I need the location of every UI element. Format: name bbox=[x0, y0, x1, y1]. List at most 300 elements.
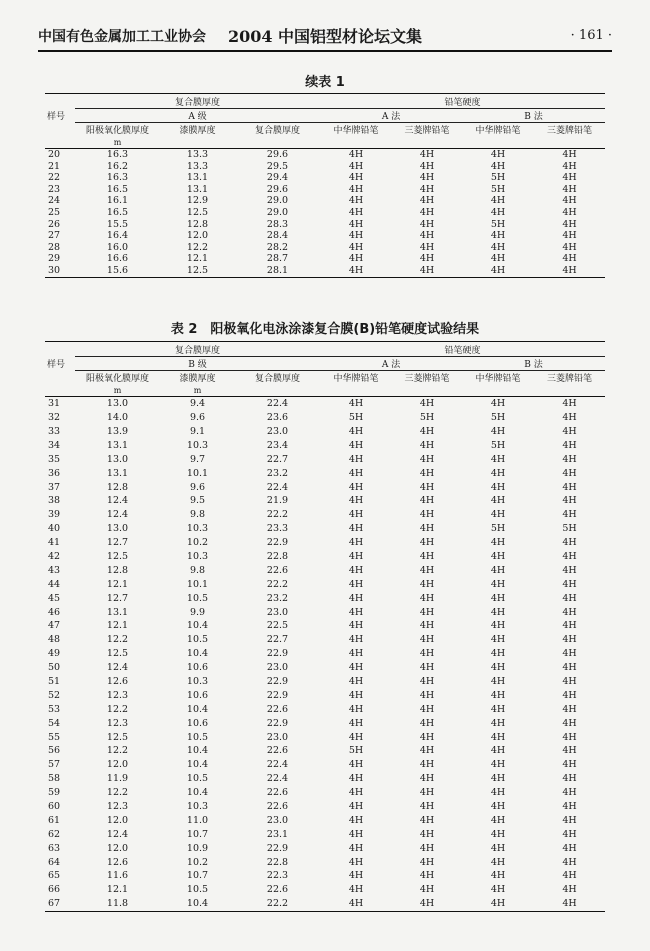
sample-id: 42 bbox=[48, 550, 61, 562]
b-mitsubishi-hardness: 4H bbox=[562, 172, 577, 184]
b-mitsubishi-hardness: 4H bbox=[562, 183, 577, 195]
a-mitsubishi-hardness: 4H bbox=[419, 253, 435, 265]
anodic-thickness: 16.3 bbox=[106, 172, 129, 184]
a-mitsubishi-hardness: 4H bbox=[419, 264, 435, 276]
a-zhonghua-hardness: 4H bbox=[348, 898, 364, 910]
sample-id: 57 bbox=[48, 759, 61, 771]
a-mitsubishi-hardness: 4H bbox=[419, 634, 435, 646]
table1-col-composite: 复合膜厚度 bbox=[255, 126, 301, 136]
sample-id: 21 bbox=[48, 160, 61, 172]
a-zhonghua-hardness: 4H bbox=[348, 253, 364, 265]
composite-thickness: 23.0 bbox=[266, 814, 289, 826]
a-mitsubishi-hardness: 4H bbox=[419, 453, 435, 465]
table2-col-b-zhonghua: 中华牌铅笔 bbox=[475, 374, 521, 384]
sample-id: 22 bbox=[48, 172, 61, 184]
a-mitsubishi-hardness: 4H bbox=[419, 884, 435, 896]
b-mitsubishi-hardness: 4H bbox=[562, 828, 577, 840]
table2-sample-header: 样号 bbox=[47, 359, 66, 370]
table2-col-anodic: 阳极氧化膜厚度 bbox=[85, 374, 149, 384]
a-zhonghua-hardness: 5H bbox=[348, 745, 364, 757]
anodic-thickness: 16.5 bbox=[106, 183, 129, 195]
a-mitsubishi-hardness: 4H bbox=[419, 230, 435, 242]
table-row bbox=[45, 508, 605, 522]
a-zhonghua-hardness: 4H bbox=[348, 648, 364, 660]
a-mitsubishi-hardness: 4H bbox=[419, 439, 435, 451]
anodic-thickness: 16.1 bbox=[106, 195, 129, 207]
table-row bbox=[45, 397, 605, 411]
table-row bbox=[45, 786, 605, 800]
sample-id: 51 bbox=[48, 676, 61, 687]
composite-thickness: 22.9 bbox=[266, 537, 289, 549]
a-zhonghua-hardness: 4H bbox=[348, 509, 364, 521]
b-mitsubishi-hardness: 4H bbox=[562, 814, 577, 826]
composite-thickness: 28.1 bbox=[266, 264, 289, 276]
b-mitsubishi-hardness: 5H bbox=[562, 523, 577, 535]
b-mitsubishi-hardness: 4H bbox=[562, 634, 577, 646]
anodic-thickness: 12.2 bbox=[106, 703, 129, 715]
composite-thickness: 29.6 bbox=[266, 149, 289, 161]
composite-thickness: 22.2 bbox=[266, 509, 289, 521]
table1-col-b-mitsubishi: 三菱牌铅笔 bbox=[547, 126, 593, 136]
anodic-thickness: 12.1 bbox=[106, 884, 129, 896]
a-mitsubishi-hardness: 4H bbox=[419, 195, 435, 207]
b-zhonghua-hardness: 4H bbox=[490, 759, 506, 771]
composite-thickness: 29.0 bbox=[266, 195, 289, 207]
b-zhonghua-hardness: 4H bbox=[490, 689, 506, 701]
a-zhonghua-hardness: 4H bbox=[348, 537, 364, 549]
table1-thickness-group: 复合膜厚度 bbox=[75, 94, 320, 109]
a-zhonghua-hardness: 4H bbox=[348, 481, 364, 493]
table-row bbox=[45, 242, 605, 254]
anodic-thickness: 12.8 bbox=[106, 564, 129, 576]
table-row bbox=[45, 195, 605, 207]
a-mitsubishi-hardness: 4H bbox=[419, 509, 435, 521]
sample-id: 28 bbox=[48, 241, 61, 253]
composite-thickness: 23.0 bbox=[266, 425, 289, 437]
a-mitsubishi-hardness: 4H bbox=[419, 787, 435, 799]
sample-id: 26 bbox=[48, 218, 61, 230]
sample-id: 66 bbox=[48, 884, 61, 896]
anodic-thickness: 16.0 bbox=[106, 241, 129, 253]
anodic-thickness: 11.9 bbox=[106, 773, 129, 785]
table-row bbox=[45, 494, 605, 508]
b-mitsubishi-hardness: 4H bbox=[562, 620, 577, 632]
a-mitsubishi-hardness: 5H bbox=[419, 412, 435, 424]
b-mitsubishi-hardness: 4H bbox=[562, 160, 577, 172]
a-zhonghua-hardness: 4H bbox=[348, 856, 364, 868]
paint-thickness: 10.5 bbox=[186, 634, 209, 646]
b-zhonghua-hardness: 4H bbox=[490, 160, 506, 172]
b-zhonghua-hardness: 4H bbox=[490, 731, 506, 743]
table2-caption: 表 2 阳极氧化电泳涂漆复合膜(B)铅笔硬度试验结果 bbox=[170, 322, 480, 337]
composite-thickness: 22.9 bbox=[266, 689, 289, 701]
header-rule bbox=[38, 50, 612, 52]
table-row bbox=[45, 661, 605, 675]
sample-id: 67 bbox=[48, 898, 61, 910]
a-mitsubishi-hardness: 4H bbox=[419, 662, 435, 674]
table-row bbox=[45, 703, 605, 717]
a-zhonghua-hardness: 4H bbox=[348, 634, 364, 646]
b-zhonghua-hardness: 4H bbox=[490, 241, 506, 253]
table-row bbox=[45, 184, 605, 196]
b-mitsubishi-hardness: 4H bbox=[562, 717, 577, 729]
a-mitsubishi-hardness: 4H bbox=[419, 759, 435, 771]
a-mitsubishi-hardness: 4H bbox=[419, 149, 435, 161]
b-zhonghua-hardness: 4H bbox=[490, 856, 506, 868]
a-mitsubishi-hardness: 4H bbox=[419, 898, 435, 910]
b-zhonghua-hardness: 4H bbox=[490, 884, 506, 896]
a-mitsubishi-hardness: 4H bbox=[419, 495, 435, 507]
b-mitsubishi-hardness: 4H bbox=[562, 773, 577, 785]
table-row bbox=[45, 425, 605, 439]
b-zhonghua-hardness: 4H bbox=[490, 592, 506, 604]
table2-col-a-zhonghua: 中华牌铅笔 bbox=[333, 374, 379, 384]
a-zhonghua-hardness: 4H bbox=[348, 241, 364, 253]
sample-id: 46 bbox=[48, 606, 61, 618]
paint-thickness: 10.4 bbox=[186, 898, 209, 910]
composite-thickness: 22.6 bbox=[266, 564, 289, 576]
sample-id: 36 bbox=[48, 467, 61, 479]
paint-thickness: 10.5 bbox=[186, 731, 209, 743]
sample-id: 47 bbox=[48, 620, 61, 632]
a-mitsubishi-hardness: 4H bbox=[419, 537, 435, 549]
table2-col-composite: 复合膜厚度 bbox=[255, 374, 301, 384]
sample-id: 23 bbox=[48, 183, 61, 195]
composite-thickness: 22.8 bbox=[266, 856, 289, 868]
table-row bbox=[45, 883, 605, 897]
page-header bbox=[38, 22, 612, 50]
table-row bbox=[45, 439, 605, 453]
table2-method-a: A 法 bbox=[320, 357, 462, 371]
table1-grade: A 级 bbox=[75, 109, 320, 123]
sample-id: 43 bbox=[48, 564, 61, 576]
paint-thickness: 9.1 bbox=[189, 425, 206, 437]
b-mitsubishi-hardness: 4H bbox=[562, 842, 577, 854]
b-zhonghua-hardness: 4H bbox=[490, 425, 506, 437]
sample-id: 44 bbox=[48, 578, 61, 590]
paint-thickness: 10.6 bbox=[186, 689, 209, 701]
composite-thickness: 21.9 bbox=[266, 495, 289, 507]
anodic-thickness: 13.0 bbox=[106, 453, 129, 465]
a-mitsubishi-hardness: 4H bbox=[419, 578, 435, 590]
table-row bbox=[45, 800, 605, 814]
a-zhonghua-hardness: 4H bbox=[348, 578, 364, 590]
b-mitsubishi-hardness: 4H bbox=[562, 745, 577, 757]
composite-thickness: 28.4 bbox=[266, 230, 289, 242]
table-row bbox=[45, 466, 605, 480]
a-zhonghua-hardness: 4H bbox=[348, 172, 364, 184]
composite-thickness: 29.6 bbox=[266, 183, 289, 195]
composite-thickness: 22.7 bbox=[266, 634, 289, 646]
b-mitsubishi-hardness: 4H bbox=[562, 425, 577, 437]
b-zhonghua-hardness: 4H bbox=[490, 787, 506, 799]
composite-thickness: 23.2 bbox=[266, 592, 289, 604]
paint-thickness: 13.3 bbox=[186, 160, 209, 172]
b-mitsubishi-hardness: 4H bbox=[562, 870, 577, 882]
paint-thickness: 13.1 bbox=[186, 183, 209, 195]
anodic-thickness: 15.6 bbox=[106, 264, 129, 276]
b-zhonghua-hardness: 5H bbox=[490, 218, 506, 230]
b-mitsubishi-hardness: 4H bbox=[562, 648, 577, 660]
sample-id: 34 bbox=[48, 439, 61, 451]
table2-hardness-group: 铅笔硬度 bbox=[320, 342, 605, 357]
b-mitsubishi-hardness: 4H bbox=[562, 264, 577, 276]
anodic-thickness: 12.2 bbox=[106, 634, 129, 646]
a-mitsubishi-hardness: 4H bbox=[419, 703, 435, 715]
composite-thickness: 22.4 bbox=[266, 759, 289, 771]
table2-col-b-mitsubishi: 三菱牌铅笔 bbox=[547, 374, 593, 384]
table1-col-anodic: 阳极氧化膜厚度 bbox=[85, 126, 149, 136]
paint-thickness: 12.5 bbox=[186, 264, 209, 276]
paint-thickness: 9.6 bbox=[189, 412, 206, 424]
composite-thickness: 28.2 bbox=[266, 241, 289, 253]
composite-thickness: 28.7 bbox=[266, 253, 289, 265]
sample-id: 30 bbox=[48, 264, 61, 276]
composite-thickness: 22.2 bbox=[266, 898, 289, 910]
composite-thickness: 28.3 bbox=[266, 218, 289, 230]
anodic-thickness: 12.4 bbox=[106, 662, 129, 674]
anodic-thickness: 15.5 bbox=[106, 218, 129, 230]
table2-col-a-mitsubishi: 三菱牌铅笔 bbox=[404, 374, 450, 384]
b-zhonghua-hardness: 4H bbox=[490, 703, 506, 715]
table1-col-b-zhonghua: 中华牌铅笔 bbox=[475, 126, 521, 136]
anodic-thickness: 12.5 bbox=[106, 550, 129, 562]
a-mitsubishi-hardness: 4H bbox=[419, 398, 435, 410]
anodic-thickness: 12.6 bbox=[106, 676, 129, 687]
b-mitsubishi-hardness: 4H bbox=[562, 453, 577, 465]
composite-thickness: 22.3 bbox=[266, 870, 289, 882]
sample-id: 33 bbox=[48, 425, 61, 437]
a-zhonghua-hardness: 4H bbox=[348, 842, 364, 854]
b-zhonghua-hardness: 4H bbox=[490, 648, 506, 660]
paint-thickness: 12.9 bbox=[186, 195, 209, 207]
sample-id: 56 bbox=[48, 745, 61, 757]
anodic-thickness: 12.4 bbox=[106, 509, 129, 521]
b-mitsubishi-hardness: 4H bbox=[562, 467, 577, 479]
anodic-thickness: 12.3 bbox=[106, 717, 129, 729]
sample-id: 38 bbox=[48, 495, 61, 507]
paint-thickness: 10.5 bbox=[186, 884, 209, 896]
table-row bbox=[45, 897, 605, 911]
anodic-thickness: 12.2 bbox=[106, 787, 129, 799]
table1-method-b: B 法 bbox=[462, 109, 605, 123]
sample-id: 32 bbox=[48, 412, 61, 424]
table1-unit: m bbox=[75, 136, 160, 149]
a-zhonghua-hardness: 4H bbox=[348, 703, 364, 715]
paint-thickness: 10.6 bbox=[186, 662, 209, 674]
table-row bbox=[45, 675, 605, 689]
composite-thickness: 23.4 bbox=[266, 439, 289, 451]
b-mitsubishi-hardness: 4H bbox=[562, 662, 577, 674]
table1-body bbox=[45, 149, 605, 278]
a-mitsubishi-hardness: 4H bbox=[419, 814, 435, 826]
b-mitsubishi-hardness: 4H bbox=[562, 703, 577, 715]
composite-thickness: 23.0 bbox=[266, 662, 289, 674]
table1-caption: 续表 1 bbox=[305, 75, 345, 90]
b-mitsubishi-hardness: 4H bbox=[562, 801, 577, 813]
table1-col-a-mitsubishi: 三菱牌铅笔 bbox=[404, 126, 450, 136]
composite-thickness: 22.9 bbox=[266, 842, 289, 854]
table2-col-paint: 漆膜厚度 bbox=[179, 374, 216, 384]
table-row bbox=[45, 869, 605, 883]
a-zhonghua-hardness: 4H bbox=[348, 662, 364, 674]
table2-grade: B 级 bbox=[75, 357, 320, 371]
b-mitsubishi-hardness: 4H bbox=[562, 898, 577, 910]
table-row bbox=[45, 550, 605, 564]
a-mitsubishi-hardness: 4H bbox=[419, 550, 435, 562]
paint-thickness: 10.1 bbox=[186, 467, 209, 479]
b-mitsubishi-hardness: 4H bbox=[562, 564, 577, 576]
composite-thickness: 29.5 bbox=[266, 160, 289, 172]
a-mitsubishi-hardness: 4H bbox=[419, 160, 435, 172]
anodic-thickness: 12.5 bbox=[106, 731, 129, 743]
paint-thickness: 10.5 bbox=[186, 773, 209, 785]
a-zhonghua-hardness: 4H bbox=[348, 183, 364, 195]
anodic-thickness: 16.6 bbox=[106, 253, 129, 265]
a-mitsubishi-hardness: 4H bbox=[419, 592, 435, 604]
table-row bbox=[45, 172, 605, 184]
anodic-thickness: 16.5 bbox=[106, 207, 129, 219]
a-mitsubishi-hardness: 4H bbox=[419, 731, 435, 743]
composite-thickness: 23.0 bbox=[266, 731, 289, 743]
paint-thickness: 11.0 bbox=[186, 814, 209, 826]
composite-thickness: 23.6 bbox=[266, 412, 289, 424]
anodic-thickness: 12.8 bbox=[106, 481, 129, 493]
table2-method-b: B 法 bbox=[462, 357, 605, 371]
a-mitsubishi-hardness: 4H bbox=[419, 773, 435, 785]
a-mitsubishi-hardness: 4H bbox=[419, 856, 435, 868]
paint-thickness: 12.5 bbox=[186, 207, 209, 219]
anodic-thickness: 16.4 bbox=[106, 230, 129, 242]
a-zhonghua-hardness: 4H bbox=[348, 398, 364, 410]
b-mitsubishi-hardness: 4H bbox=[562, 856, 577, 868]
a-zhonghua-hardness: 4H bbox=[348, 870, 364, 882]
a-zhonghua-hardness: 4H bbox=[348, 592, 364, 604]
a-mitsubishi-hardness: 4H bbox=[419, 870, 435, 882]
a-zhonghua-hardness: 4H bbox=[348, 620, 364, 632]
b-mitsubishi-hardness: 4H bbox=[562, 787, 577, 799]
table-row bbox=[45, 564, 605, 578]
sample-id: 48 bbox=[48, 634, 61, 646]
anodic-thickness: 12.0 bbox=[106, 814, 129, 826]
composite-thickness: 23.2 bbox=[266, 467, 289, 479]
b-zhonghua-hardness: 4H bbox=[490, 717, 506, 729]
table-row bbox=[45, 480, 605, 494]
anodic-thickness: 12.7 bbox=[106, 537, 129, 549]
table-row bbox=[45, 730, 605, 744]
composite-thickness: 22.4 bbox=[266, 773, 289, 785]
a-zhonghua-hardness: 4H bbox=[348, 550, 364, 562]
composite-thickness: 29.4 bbox=[266, 172, 289, 184]
table1-col-a-zhonghua: 中华牌铅笔 bbox=[333, 126, 379, 136]
b-zhonghua-hardness: 4H bbox=[490, 634, 506, 646]
table-row bbox=[45, 161, 605, 173]
sample-id: 41 bbox=[48, 537, 61, 549]
b-mitsubishi-hardness: 4H bbox=[562, 676, 577, 687]
sample-id: 54 bbox=[48, 717, 61, 729]
table-row bbox=[45, 230, 605, 242]
a-zhonghua-hardness: 4H bbox=[348, 814, 364, 826]
composite-thickness: 22.9 bbox=[266, 717, 289, 729]
table-row bbox=[45, 647, 605, 661]
paint-thickness: 10.7 bbox=[186, 870, 209, 882]
b-zhonghua-hardness: 5H bbox=[490, 523, 506, 535]
a-zhonghua-hardness: 4H bbox=[348, 160, 364, 172]
b-mitsubishi-hardness: 4H bbox=[562, 218, 577, 230]
anodic-thickness: 12.4 bbox=[106, 828, 129, 840]
a-mitsubishi-hardness: 4H bbox=[419, 828, 435, 840]
b-zhonghua-hardness: 5H bbox=[490, 183, 506, 195]
a-zhonghua-hardness: 4H bbox=[348, 773, 364, 785]
sample-id: 63 bbox=[48, 842, 61, 854]
anodic-thickness: 11.6 bbox=[106, 870, 129, 882]
paint-thickness: 10.6 bbox=[186, 717, 209, 729]
table-row bbox=[45, 253, 605, 265]
anodic-thickness: 14.0 bbox=[106, 412, 129, 424]
sample-id: 50 bbox=[48, 662, 61, 674]
anodic-thickness: 12.1 bbox=[106, 578, 129, 590]
paint-thickness: 10.3 bbox=[186, 550, 209, 562]
paint-thickness: 10.7 bbox=[186, 828, 209, 840]
anodic-thickness: 12.5 bbox=[106, 648, 129, 660]
b-zhonghua-hardness: 4H bbox=[490, 495, 506, 507]
sample-id: 59 bbox=[48, 787, 61, 799]
a-mitsubishi-hardness: 4H bbox=[419, 745, 435, 757]
b-mitsubishi-hardness: 4H bbox=[562, 759, 577, 771]
b-zhonghua-hardness: 4H bbox=[490, 870, 506, 882]
paint-thickness: 10.4 bbox=[186, 759, 209, 771]
table-row bbox=[45, 219, 605, 231]
a-zhonghua-hardness: 4H bbox=[348, 495, 364, 507]
paint-thickness: 9.8 bbox=[189, 509, 206, 521]
paint-thickness: 10.3 bbox=[186, 801, 209, 813]
paint-thickness: 10.1 bbox=[186, 578, 209, 590]
table-row bbox=[45, 772, 605, 786]
paint-thickness: 10.3 bbox=[186, 523, 209, 535]
anodic-thickness: 16.3 bbox=[106, 149, 129, 161]
composite-thickness: 22.9 bbox=[266, 676, 289, 687]
b-zhonghua-hardness: 4H bbox=[490, 467, 506, 479]
paint-thickness: 9.4 bbox=[189, 398, 206, 410]
anodic-thickness: 12.0 bbox=[106, 759, 129, 771]
sample-id: 53 bbox=[48, 703, 61, 715]
composite-thickness: 22.9 bbox=[266, 648, 289, 660]
a-mitsubishi-hardness: 4H bbox=[419, 218, 435, 230]
paint-thickness: 10.4 bbox=[186, 620, 209, 632]
anodic-thickness: 12.1 bbox=[106, 620, 129, 632]
table1-hardness-group: 铅笔硬度 bbox=[320, 94, 605, 109]
a-zhonghua-hardness: 4H bbox=[348, 195, 364, 207]
b-zhonghua-hardness: 5H bbox=[490, 412, 506, 424]
b-zhonghua-hardness: 4H bbox=[490, 620, 506, 632]
table-row bbox=[45, 591, 605, 605]
paint-thickness: 12.0 bbox=[186, 230, 209, 242]
a-zhonghua-hardness: 4H bbox=[348, 828, 364, 840]
paint-thickness: 9.9 bbox=[189, 606, 206, 618]
table1-method-a: A 法 bbox=[320, 109, 462, 123]
sample-id: 52 bbox=[48, 689, 61, 701]
b-zhonghua-hardness: 4H bbox=[490, 550, 506, 562]
composite-thickness: 22.4 bbox=[266, 481, 289, 493]
a-mitsubishi-hardness: 4H bbox=[419, 172, 435, 184]
b-zhonghua-hardness: 4H bbox=[490, 207, 506, 219]
a-zhonghua-hardness: 4H bbox=[348, 606, 364, 618]
anodic-thickness: 12.4 bbox=[106, 495, 129, 507]
composite-thickness: 22.6 bbox=[266, 884, 289, 896]
b-mitsubishi-hardness: 4H bbox=[562, 884, 577, 896]
b-zhonghua-hardness: 5H bbox=[490, 172, 506, 184]
sample-id: 60 bbox=[48, 801, 61, 813]
